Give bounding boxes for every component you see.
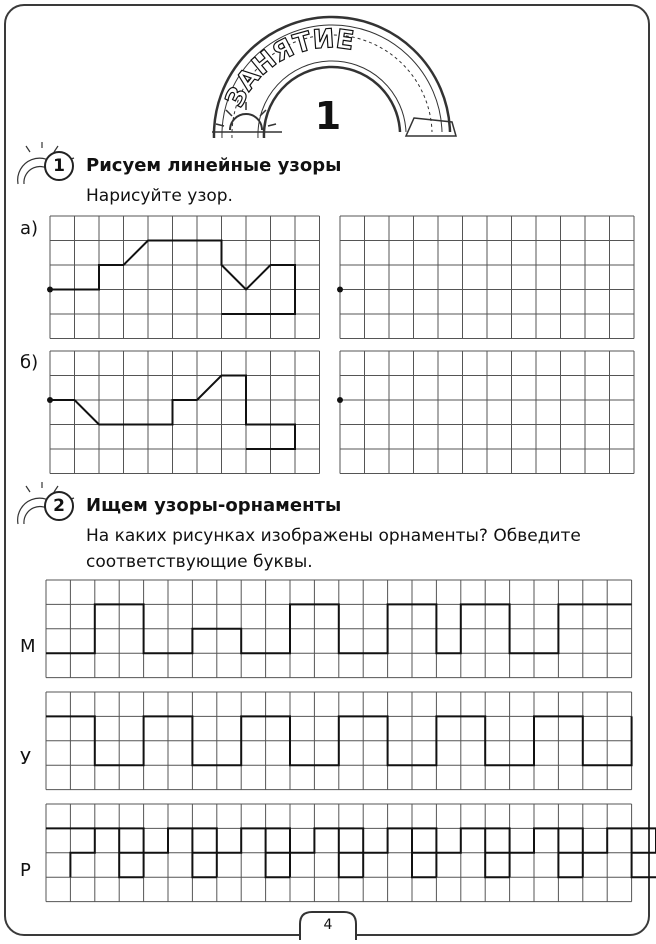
pattern-r-hook <box>339 828 363 852</box>
task1-number-badge: 1 <box>44 151 74 181</box>
row-label-u: У <box>20 748 31 769</box>
grid-a-sample <box>50 216 320 339</box>
pattern-r-hook <box>558 828 582 852</box>
pattern-r-hook <box>412 828 436 852</box>
start-dot-a-sample <box>47 287 53 293</box>
task2-instruction-line1: На каких рисунках изображены орнаменты? Обведите <box>86 526 581 546</box>
page-number: 4 <box>323 917 333 933</box>
start-dot-b-blank <box>337 397 343 403</box>
grid-b-blank <box>340 351 634 474</box>
grid-b-sample <box>50 351 320 474</box>
pattern-r-hook <box>119 828 143 852</box>
lesson-number: 1 <box>314 94 342 138</box>
row-label-m: М <box>20 636 36 657</box>
lesson-title-path: ЗАНЯТИЕ <box>219 24 356 113</box>
task1-title: Рисуем линейные узоры <box>86 155 342 176</box>
start-dot-b-sample <box>47 397 53 403</box>
row-label-b: б) <box>20 352 39 373</box>
pattern-r-hook <box>266 828 290 852</box>
pattern-r-hook <box>632 828 656 852</box>
grid-a-blank <box>340 216 634 339</box>
task1-instruction: Нарисуйте узор. <box>86 186 233 206</box>
row-label-a: а) <box>20 218 39 239</box>
task2-instruction-line2: соответствующие буквы. <box>86 552 313 572</box>
pattern-r-hook <box>192 828 216 852</box>
pattern-r-hook <box>485 828 509 852</box>
task2-title: Ищем узоры-орнаменты <box>86 495 342 516</box>
task2-number-badge: 2 <box>44 491 74 521</box>
row-label-r: Р <box>20 860 31 881</box>
start-dot-a-blank <box>337 287 343 293</box>
